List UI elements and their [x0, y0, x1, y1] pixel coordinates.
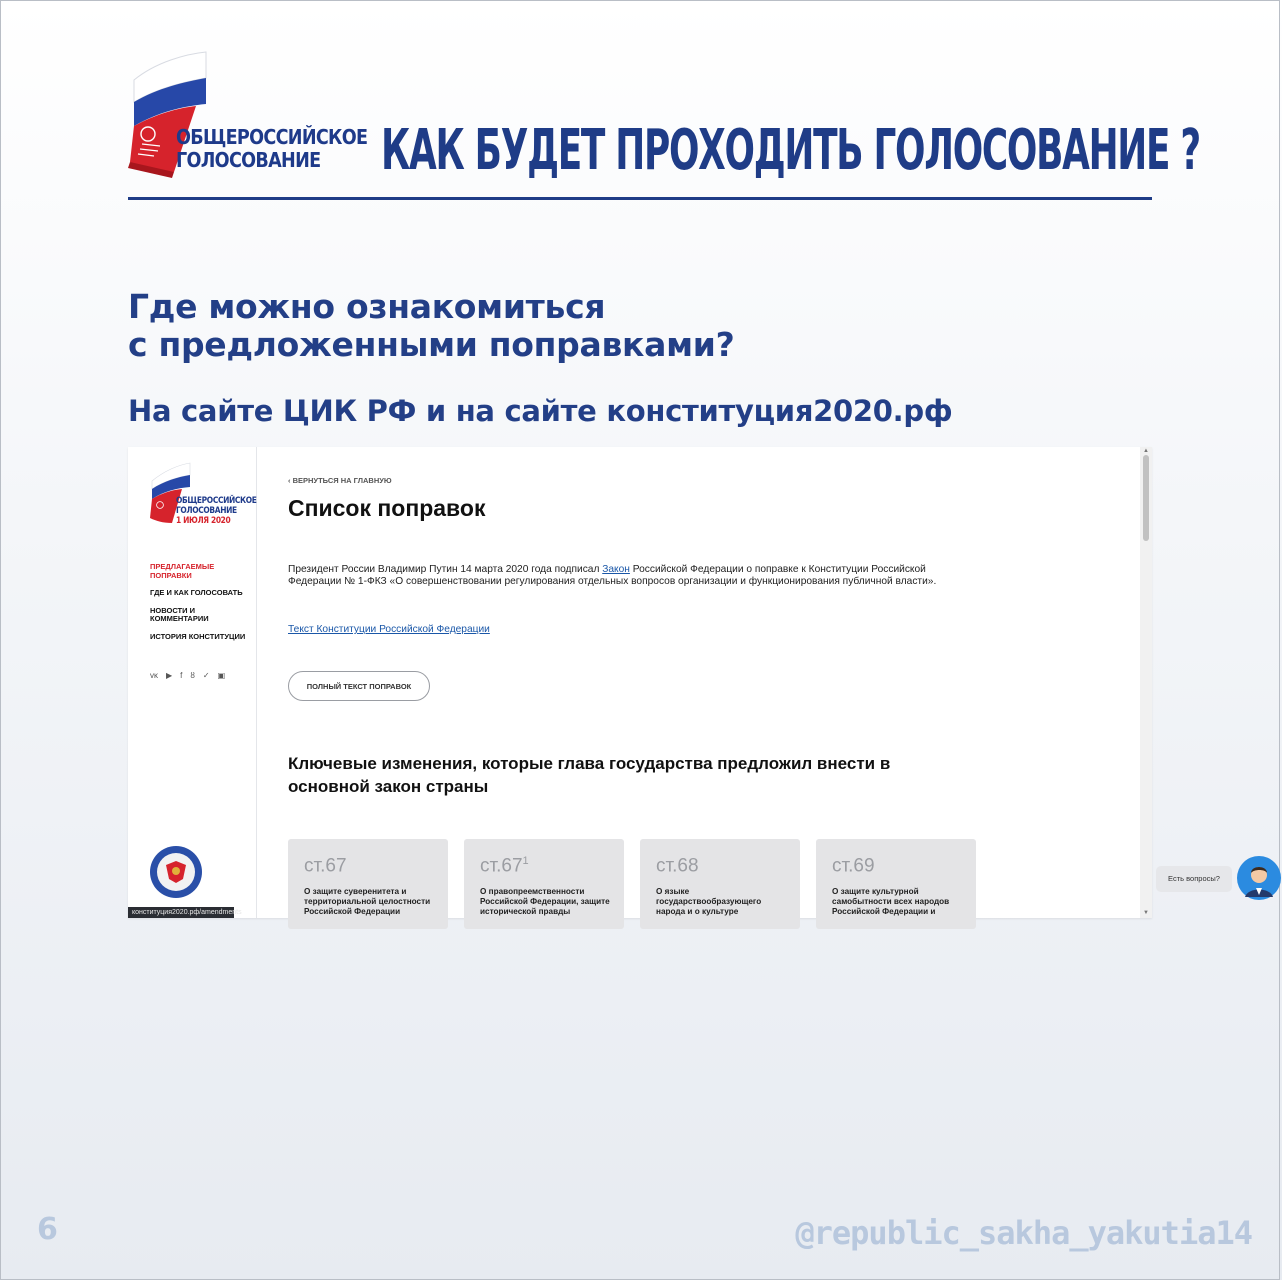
status-bar-url: конституция2020.рф/amendments — [128, 907, 234, 918]
facebook-icon[interactable]: f — [180, 671, 183, 680]
article-card[interactable] — [288, 839, 448, 929]
article-description: О языке государствообразующего народа и о культуре — [656, 887, 762, 916]
article-number: $ст.67^1$ — [480, 855, 529, 877]
article-cards — [288, 839, 976, 929]
scroll-down-icon[interactable]: ▼ — [1143, 910, 1149, 916]
answer-text: На сайте ЦИК РФ и на сайте конституция2020.рф — [128, 394, 953, 428]
article-description: О защите культурной самобытности всех народов Российской Федерации и — [832, 887, 950, 916]
cik-emblem-icon — [149, 845, 203, 899]
assistant-avatar-icon[interactable] — [1236, 855, 1282, 901]
article-card[interactable] — [640, 839, 800, 929]
youtube-icon[interactable]: ▶ — [166, 671, 173, 680]
nav-item-history[interactable]: ИСТОРИЯ КОНСТИТУЦИИ — [150, 631, 246, 641]
scroll-up-icon[interactable]: ▲ — [1143, 448, 1149, 454]
page-title: КАК БУДЕТ ПРОХОДИТЬ ГОЛОСОВАНИЕ ? — [381, 118, 1200, 183]
law-link[interactable]: Закон — [602, 564, 630, 575]
site-logo-wordmark: ОБЩЕРОССИЙСКОЕ ГОЛОСОВАНИЕ 1 ИЮЛЯ 2020 — [176, 496, 257, 526]
question-heading: Где можно ознакомиться с предложенными поправками? — [128, 287, 735, 364]
site-scrollbar[interactable] — [1140, 447, 1152, 918]
nav-item-where-to-vote[interactable]: ГДЕ И КАК ГОЛОСОВАТЬ — [150, 588, 243, 597]
social-links — [150, 671, 225, 681]
vk-icon[interactable]: ᴠᴋ — [150, 671, 158, 680]
constitution-text-link[interactable]: Текст Конституции Российской Федерации — [288, 624, 490, 635]
article-card[interactable] — [816, 839, 976, 929]
site-nav — [150, 563, 250, 650]
article-description: О правопреемственности Российской Федерации, защите исторической правды — [480, 887, 610, 916]
article-number: ст.69 — [832, 855, 875, 877]
article-description: О защите суверенитета и территориальной целостности Российской Федерации — [304, 887, 431, 916]
chat-bubble[interactable]: Есть вопросы? — [1156, 866, 1232, 892]
back-link[interactable]: ‹ ВЕРНУТЬСЯ НА ГЛАВНУЮ — [288, 476, 392, 485]
article-number: ст.68 — [656, 855, 699, 877]
scroll-thumb[interactable] — [1143, 455, 1149, 541]
title-underline — [128, 197, 1152, 200]
nav-item-news[interactable]: НОВОСТИ И КОММЕНТАРИИ — [150, 605, 209, 623]
nav-item-amendments[interactable]: ПРЕДЛАГАЕМЫЕ ПОПРАВКИ — [150, 562, 215, 580]
instagram-icon[interactable]: ▣ — [217, 671, 226, 680]
intro-paragraph: Президент России Владимир Путин 14 марта 2020 года подписал Закон Российской Федерации о поправке к Конституции Российской Федерации № 1-ФКЗ «О совершенствовании регулирования отдельных вопросов организации и функционирования публичной власти». — [288, 564, 937, 588]
odnoklassniki-icon[interactable]: ȣ — [190, 671, 195, 680]
page-number: 6 — [37, 1212, 58, 1247]
social-handle: @republic_sakha_yakutia14 — [795, 1214, 1252, 1252]
site-sidebar — [128, 447, 257, 918]
site-content — [288, 447, 1220, 918]
full-text-button[interactable]: ПОЛНЫЙ ТЕКСТ ПОПРАВОК — [288, 671, 430, 701]
article-number: ст.67 — [304, 855, 347, 877]
website-screenshot — [128, 447, 1220, 918]
twitter-icon[interactable]: ✓ — [202, 671, 210, 680]
article-card[interactable] — [464, 839, 624, 929]
logo-wordmark: ОБЩЕРОССИЙСКОЕ ГОЛОСОВАНИЕ — [176, 125, 368, 172]
site-page-title: Список поправок — [288, 495, 486, 521]
key-changes-heading: Ключевые изменения, которые глава государства предложил внести в основной закон страны — [288, 754, 891, 796]
